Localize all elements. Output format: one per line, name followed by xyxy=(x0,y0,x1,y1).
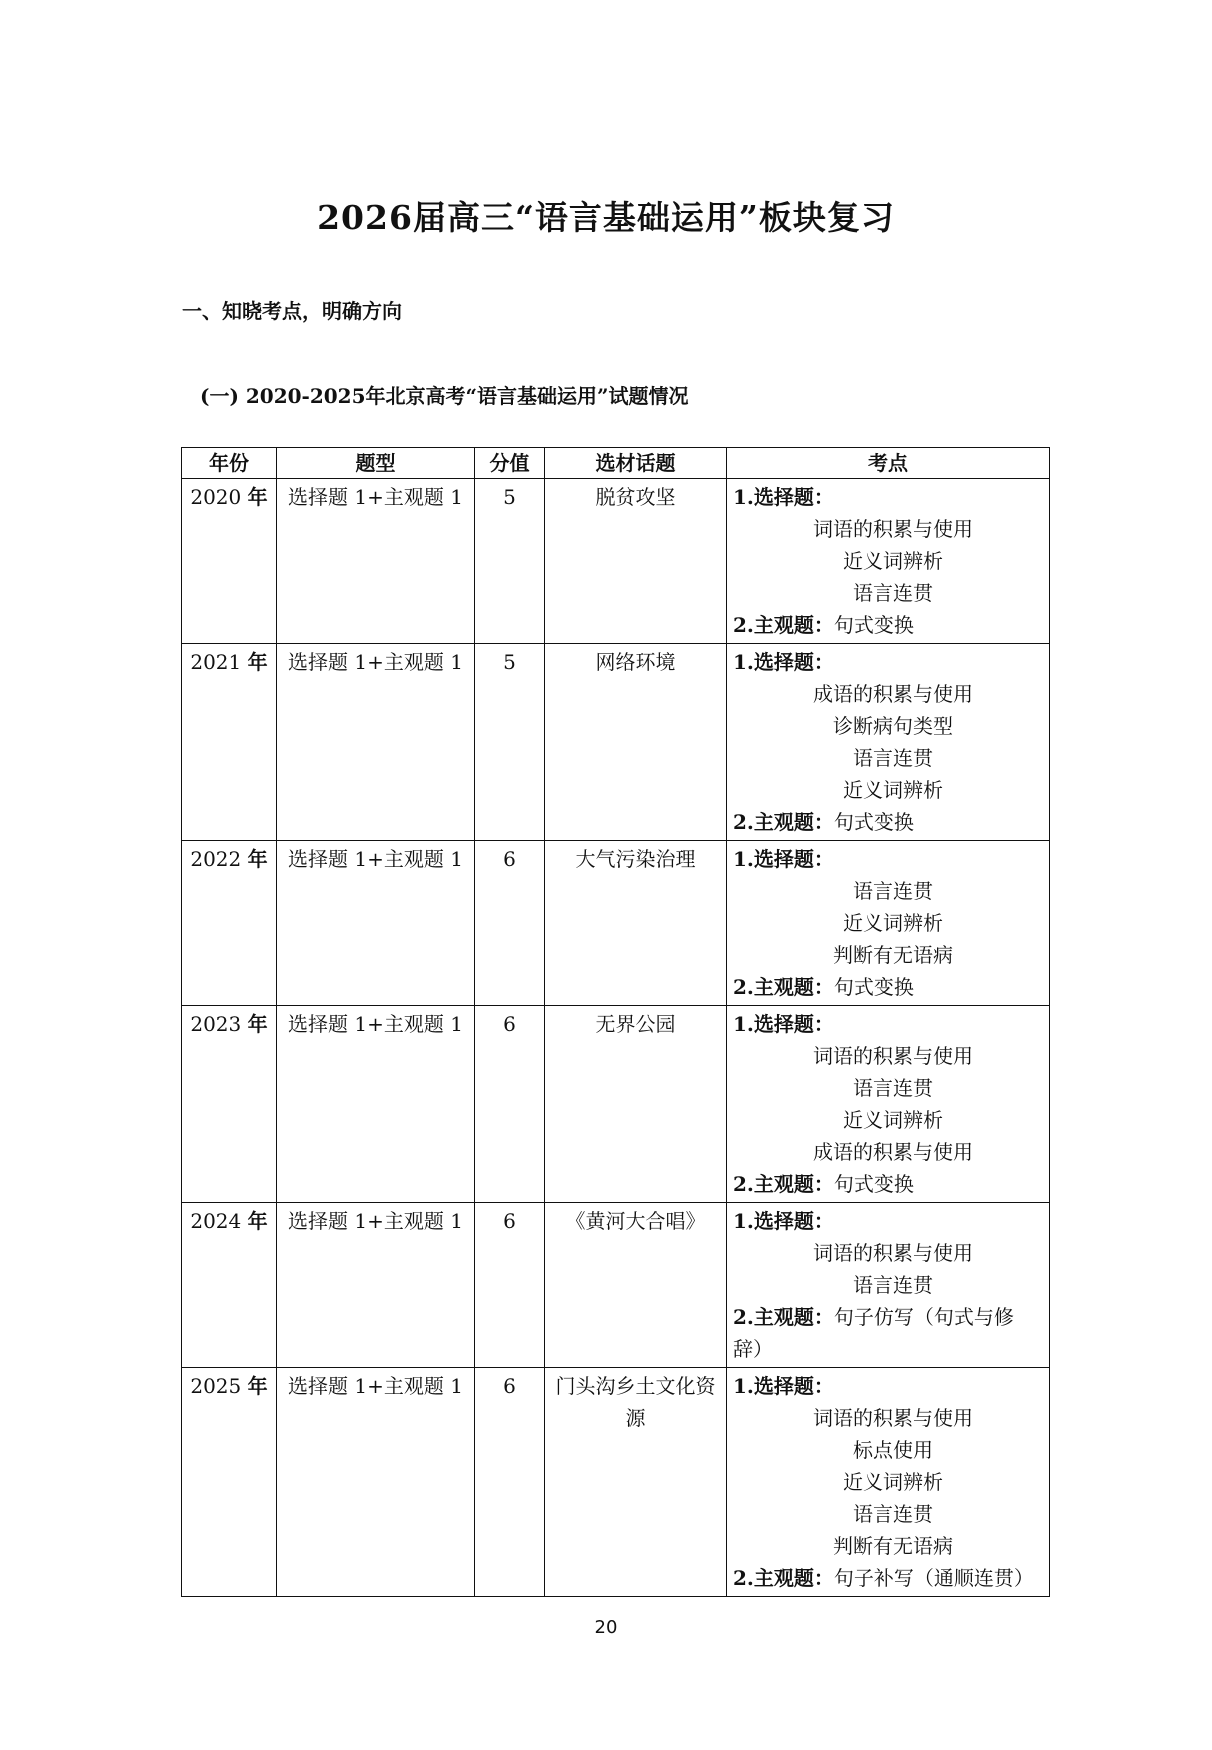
cell-type: 选择题 1+主观题 1 xyxy=(277,1368,475,1597)
subjective-text: 句子仿写（句式与修辞） xyxy=(733,1305,1014,1361)
cell-topic: 网络环境 xyxy=(545,644,727,841)
cell-score: 6 xyxy=(475,1203,545,1368)
section-heading: 一、知晓考点，明确方向 xyxy=(182,299,402,323)
page-number: 20 xyxy=(594,1617,618,1638)
year-value: 2020 xyxy=(190,485,242,509)
choice-label: 1.选择题： xyxy=(733,1012,834,1036)
header-type: 题型 xyxy=(277,448,475,479)
header-year: 年份 xyxy=(182,448,277,479)
year-value: 2025 xyxy=(190,1374,242,1398)
cell-points xyxy=(727,1006,1050,1203)
table-row xyxy=(182,841,1050,1006)
cell-topic: 无界公园 xyxy=(545,1006,727,1203)
cell-year xyxy=(182,1368,277,1597)
exam-table xyxy=(181,447,1050,1597)
header-points: 考点 xyxy=(727,448,1050,479)
year-unit: 年 xyxy=(247,485,268,509)
choice-item: 近义词辨析 xyxy=(843,778,943,802)
choice-item: 诊断病句类型 xyxy=(833,714,953,738)
choice-item: 判断有无语病 xyxy=(833,1534,953,1558)
choice-label: 1.选择题： xyxy=(733,485,834,509)
year-value: 2021 xyxy=(190,650,242,674)
choice-item: 近义词辨析 xyxy=(843,1108,943,1132)
subjective-label: 2.主观题： xyxy=(733,975,834,999)
choice-item: 成语的积累与使用 xyxy=(813,1140,973,1164)
subjective-text: 句式变换 xyxy=(833,810,914,834)
cell-year xyxy=(182,1203,277,1368)
header-topic: 选材话题 xyxy=(545,448,727,479)
year-unit: 年 xyxy=(247,1209,268,1233)
subjective-label: 2.主观题： xyxy=(733,1172,834,1196)
subjective-text: 句子补写（通顺连贯） xyxy=(833,1566,1034,1590)
cell-points xyxy=(727,841,1050,1006)
cell-type: 选择题 1+主观题 1 xyxy=(277,479,475,644)
table-row xyxy=(182,1368,1050,1597)
subjective-line xyxy=(733,1168,1043,1200)
subjective-text: 句式变换 xyxy=(833,613,914,637)
choice-label: 1.选择题： xyxy=(733,1374,834,1398)
cell-score: 6 xyxy=(475,1006,545,1203)
header-score: 分值 xyxy=(475,448,545,479)
choice-item: 语言连贯 xyxy=(853,746,933,770)
cell-type: 选择题 1+主观题 1 xyxy=(277,841,475,1006)
choice-item: 近义词辨析 xyxy=(843,549,943,573)
cell-points xyxy=(727,1203,1050,1368)
cell-year xyxy=(182,644,277,841)
cell-points xyxy=(727,644,1050,841)
year-value: 2023 xyxy=(190,1012,242,1036)
subjective-line xyxy=(733,1301,1043,1365)
cell-year xyxy=(182,479,277,644)
choice-label: 1.选择题： xyxy=(733,1209,834,1233)
choice-label: 1.选择题： xyxy=(733,847,834,871)
cell-score: 6 xyxy=(475,841,545,1006)
cell-points xyxy=(727,479,1050,644)
year-unit: 年 xyxy=(247,847,268,871)
cell-topic: 门头沟乡土文化资源 xyxy=(545,1368,727,1597)
year-value: 2022 xyxy=(190,847,242,871)
cell-year xyxy=(182,841,277,1006)
cell-topic: 脱贫攻坚 xyxy=(545,479,727,644)
subjective-label: 2.主观题： xyxy=(733,1566,834,1590)
choice-item: 判断有无语病 xyxy=(833,943,953,967)
subjective-label: 2.主观题： xyxy=(733,1305,834,1329)
year-unit: 年 xyxy=(247,650,268,674)
choice-item: 词语的积累与使用 xyxy=(813,1241,973,1265)
year-value: 2024 xyxy=(190,1209,242,1233)
cell-score: 5 xyxy=(475,644,545,841)
table-row xyxy=(182,1203,1050,1368)
cell-type: 选择题 1+主观题 1 xyxy=(277,1006,475,1203)
choice-item: 成语的积累与使用 xyxy=(813,682,973,706)
choice-item: 语言连贯 xyxy=(853,581,933,605)
document-title: 2026届高三“语言基础运用”板块复习 xyxy=(317,198,895,237)
table-body xyxy=(182,479,1050,1597)
cell-type: 选择题 1+主观题 1 xyxy=(277,644,475,841)
cell-score: 5 xyxy=(475,479,545,644)
cell-topic: 《黄河大合唱》 xyxy=(545,1203,727,1368)
choice-item: 语言连贯 xyxy=(853,1502,933,1526)
choice-item: 近义词辨析 xyxy=(843,1470,943,1494)
cell-points xyxy=(727,1368,1050,1597)
choice-item: 语言连贯 xyxy=(853,1273,933,1297)
table-row xyxy=(182,479,1050,644)
year-unit: 年 xyxy=(247,1374,268,1398)
subjective-text: 句式变换 xyxy=(833,975,914,999)
cell-topic: 大气污染治理 xyxy=(545,841,727,1006)
subjective-text: 句式变换 xyxy=(833,1172,914,1196)
choice-label: 1.选择题： xyxy=(733,650,834,674)
subjective-line xyxy=(733,1562,1043,1594)
table-row xyxy=(182,1006,1050,1203)
subjective-line xyxy=(733,609,1043,641)
choice-item: 词语的积累与使用 xyxy=(813,1044,973,1068)
choice-item: 词语的积累与使用 xyxy=(813,517,973,541)
subjective-label: 2.主观题： xyxy=(733,613,834,637)
choice-item: 近义词辨析 xyxy=(843,911,943,935)
subjective-label: 2.主观题： xyxy=(733,810,834,834)
choice-item: 标点使用 xyxy=(853,1438,933,1462)
year-unit: 年 xyxy=(247,1012,268,1036)
table-header-row xyxy=(182,448,1050,479)
subjective-line xyxy=(733,971,1043,1003)
cell-score: 6 xyxy=(475,1368,545,1597)
table-row xyxy=(182,644,1050,841)
choice-item: 语言连贯 xyxy=(853,879,933,903)
cell-type: 选择题 1+主观题 1 xyxy=(277,1203,475,1368)
cell-year xyxy=(182,1006,277,1203)
choice-item: 语言连贯 xyxy=(853,1076,933,1100)
choice-item: 词语的积累与使用 xyxy=(813,1406,973,1430)
subjective-line xyxy=(733,806,1043,838)
subsection-heading: (一) 2020-2025年北京高考“语言基础运用”试题情况 xyxy=(200,384,689,408)
